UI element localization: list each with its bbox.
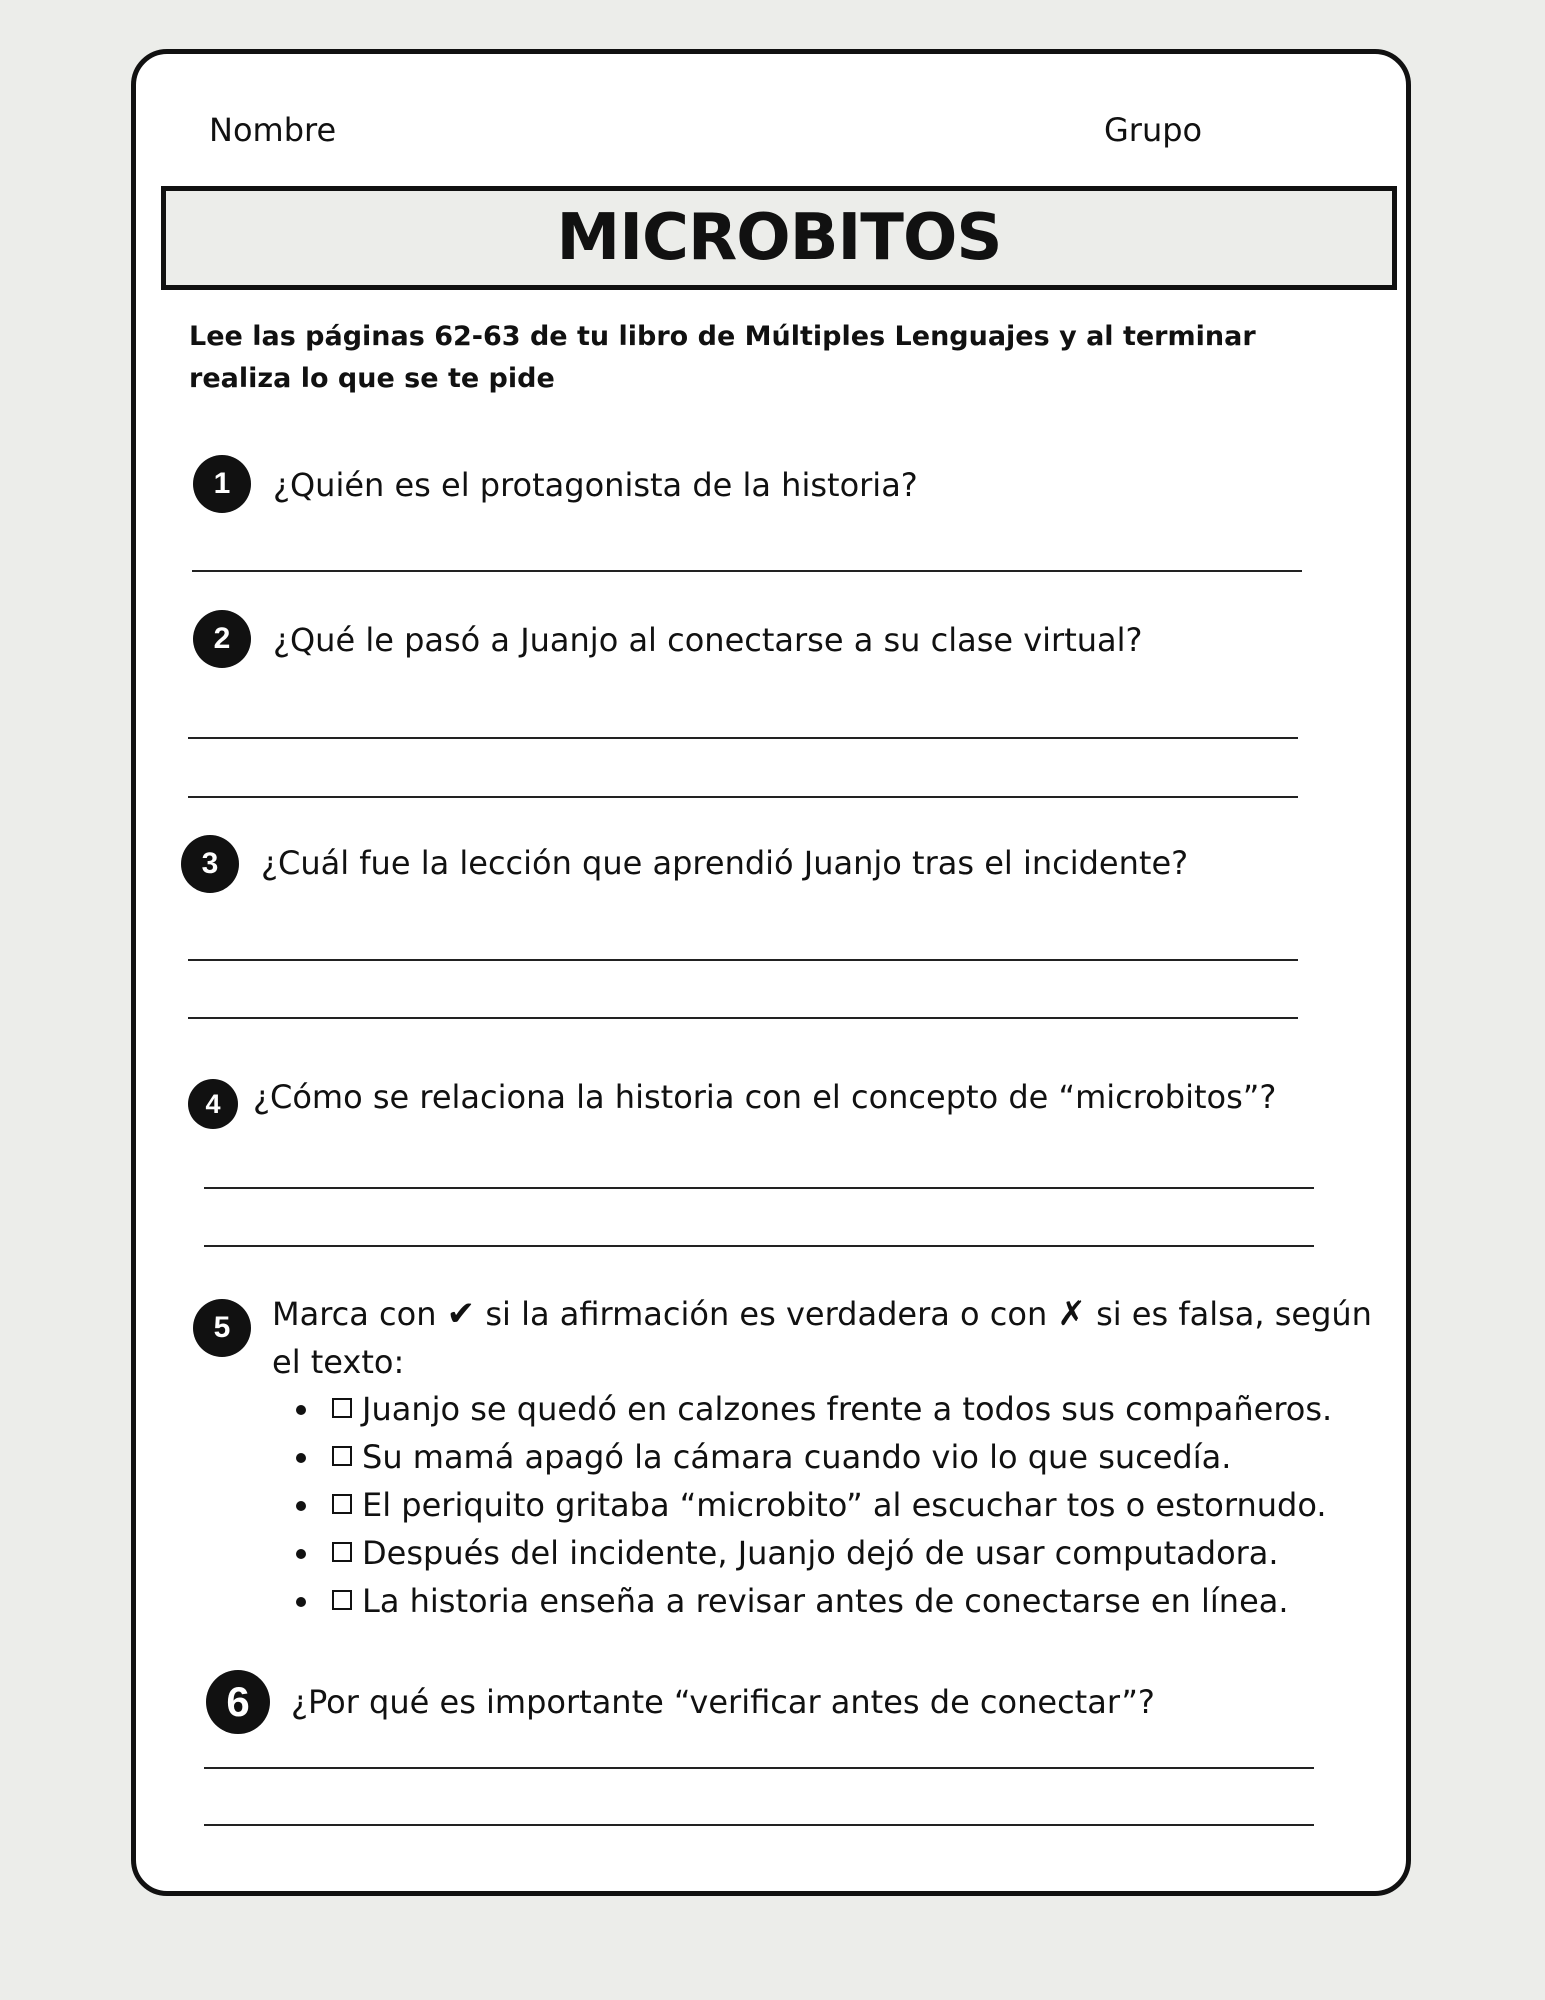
question-1-text: ¿Quién es el protagonista de la historia? — [273, 466, 918, 504]
cross-mark-icon: ✗ — [1057, 1294, 1086, 1334]
checkbox[interactable] — [332, 1446, 352, 1466]
question-4-text: ¿Cómo se relaciona la historia con el concepto de “microbitos”? — [253, 1078, 1277, 1116]
instructions: Lee las páginas 62-63 de tu libro de Múltiples Lenguajes y al terminar realiza lo que se te pide — [189, 321, 1256, 394]
answer-line-1[interactable] — [192, 570, 1302, 572]
list-item: Su mamá apagó la cámara cuando vio lo que sucedía. — [296, 1433, 1332, 1481]
answer-line-3b[interactable] — [188, 1017, 1298, 1019]
answer-line-6b[interactable] — [204, 1824, 1314, 1826]
checkbox[interactable] — [332, 1590, 352, 1610]
list-item: El periquito gritaba “microbito” al escuchar tos o estornudo. — [296, 1481, 1332, 1529]
name-label: Nombre — [209, 111, 337, 149]
list-item: La historia enseña a revisar antes de conectarse en línea. — [296, 1577, 1332, 1625]
question-3-number: 3 — [181, 835, 239, 893]
check-mark-icon: ✔ — [446, 1294, 476, 1334]
q5-text-after: si es falsa, según el texto: — [272, 1295, 1372, 1381]
question-4-number: 4 — [188, 1079, 238, 1129]
worksheet-page — [131, 49, 1411, 1896]
answer-line-4a[interactable] — [204, 1187, 1314, 1189]
question-5-number: 5 — [193, 1299, 251, 1357]
q5-text-middle: si la afirmación es verdadera o con — [485, 1295, 1048, 1333]
checkbox[interactable] — [332, 1494, 352, 1514]
list-item: Juanjo se quedó en calzones frente a todos sus compañeros. — [296, 1385, 1332, 1433]
list-item: Después del incidente, Juanjo dejó de usar computadora. — [296, 1529, 1332, 1577]
checkbox[interactable] — [332, 1542, 352, 1562]
answer-line-6a[interactable] — [204, 1767, 1314, 1769]
q5-text-before: Marca con — [272, 1295, 437, 1333]
question-1-number: 1 — [193, 455, 251, 513]
question-6-number: 6 — [206, 1670, 270, 1734]
group-label: Grupo — [1104, 111, 1203, 149]
true-false-list — [296, 1385, 1332, 1625]
question-2-text: ¿Qué le pasó a Juanjo al conectarse a su clase virtual? — [273, 621, 1143, 659]
question-6-text: ¿Por qué es importante “verificar antes de conectar”? — [291, 1683, 1155, 1721]
question-3-text: ¿Cuál fue la lección que aprendió Juanjo tras el incidente? — [261, 844, 1189, 882]
answer-line-2b[interactable] — [188, 796, 1298, 798]
question-5-text — [272, 1290, 1402, 1386]
answer-line-2a[interactable] — [188, 737, 1298, 739]
checkbox[interactable] — [332, 1398, 352, 1418]
question-2-number: 2 — [193, 610, 251, 668]
answer-line-3a[interactable] — [188, 959, 1298, 961]
answer-line-4b[interactable] — [204, 1245, 1314, 1247]
page-title: MICROBITOS — [556, 201, 1002, 275]
title-banner — [161, 186, 1397, 290]
